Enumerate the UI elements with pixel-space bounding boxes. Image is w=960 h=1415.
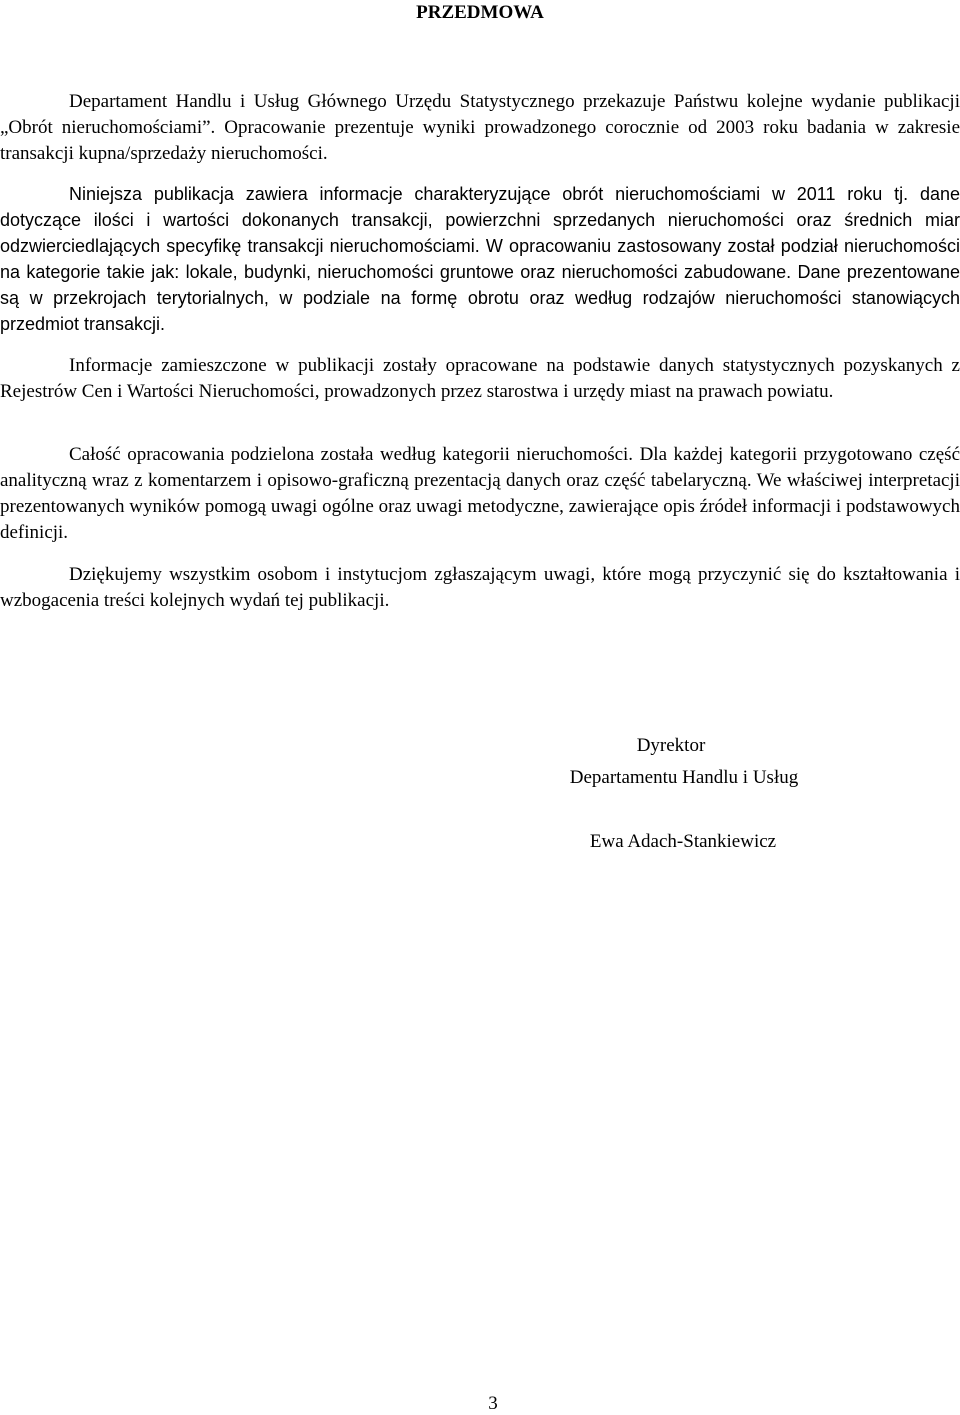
paragraph-thanks: Dziękujemy wszystkim osobom i instytucjom zgłaszającym uwagi, które mogą przyczynić się do kształtowania i wzbogacenia treści kolejnych wydań tej publikacji. [0,564,960,611]
paragraph-intro: Departament Handlu i Usług Głównego Urzędu Statystycznego przekazuje Państwu kolejne wydanie publikacji „Obrót nieruchomościami”. Opracowanie prezentuje wyniki prowadzonego corocznie od 2003 roku badania w zakresie transakcji kupna/sprzedaży nieruchomości. [0,91,960,164]
page-number: 3 [488,1393,498,1414]
paragraph-structure: Całość opracowania podzielona została według kategorii nieruchomości. Dla każdej kategorii przygotowano część analityczną wraz z komentarzem i opisowo-graficzną prezentacją danych oraz część tabelaryczną. We właściwej interpretacji prezentowanych wyników pomogą uwagi ogólne oraz uwagi metodyczne, zawierające opis źródeł informacji i podstawowych definicji. [0,444,960,543]
page-title: PRZEDMOWA [416,2,544,23]
paragraph-scope: Niniejsza publikacja zawiera informacje charakteryzujące obrót nieruchomościami w 2011 roku tj. dane dotyczące ilości i wartości dokonanych transakcji, powierzchni sprzedanych nieruchomości oraz średnich miar odzwierciedlających specyfikę transakcji nieruchomościami. W opracowaniu zastosowany został podział nieruchomości na kategorie takie jak: lokale, budynki, nieruchomości gruntowe oraz nieruchomości zabudowane. Dane prezentowane są w przekrojach terytorialnych, w podziale na formę obrotu oraz według rodzajów nieruchomości stanowiących przedmiot transakcji. [0,184,960,334]
paragraph-sources: Informacje zamieszczone w publikacji zostały opracowane na podstawie danych statystycznych pozyskanych z Rejestrów Cen i Wartości Nieruchomości, prowadzonych przez starostwa i urzędy miast na prawach powiatu. [0,355,960,402]
signature-name: Ewa Adach-Stankiewicz [589,831,777,852]
signature-title: Dyrektor [636,735,706,756]
signature-department: Departamentu Handlu i Usług [569,767,799,788]
